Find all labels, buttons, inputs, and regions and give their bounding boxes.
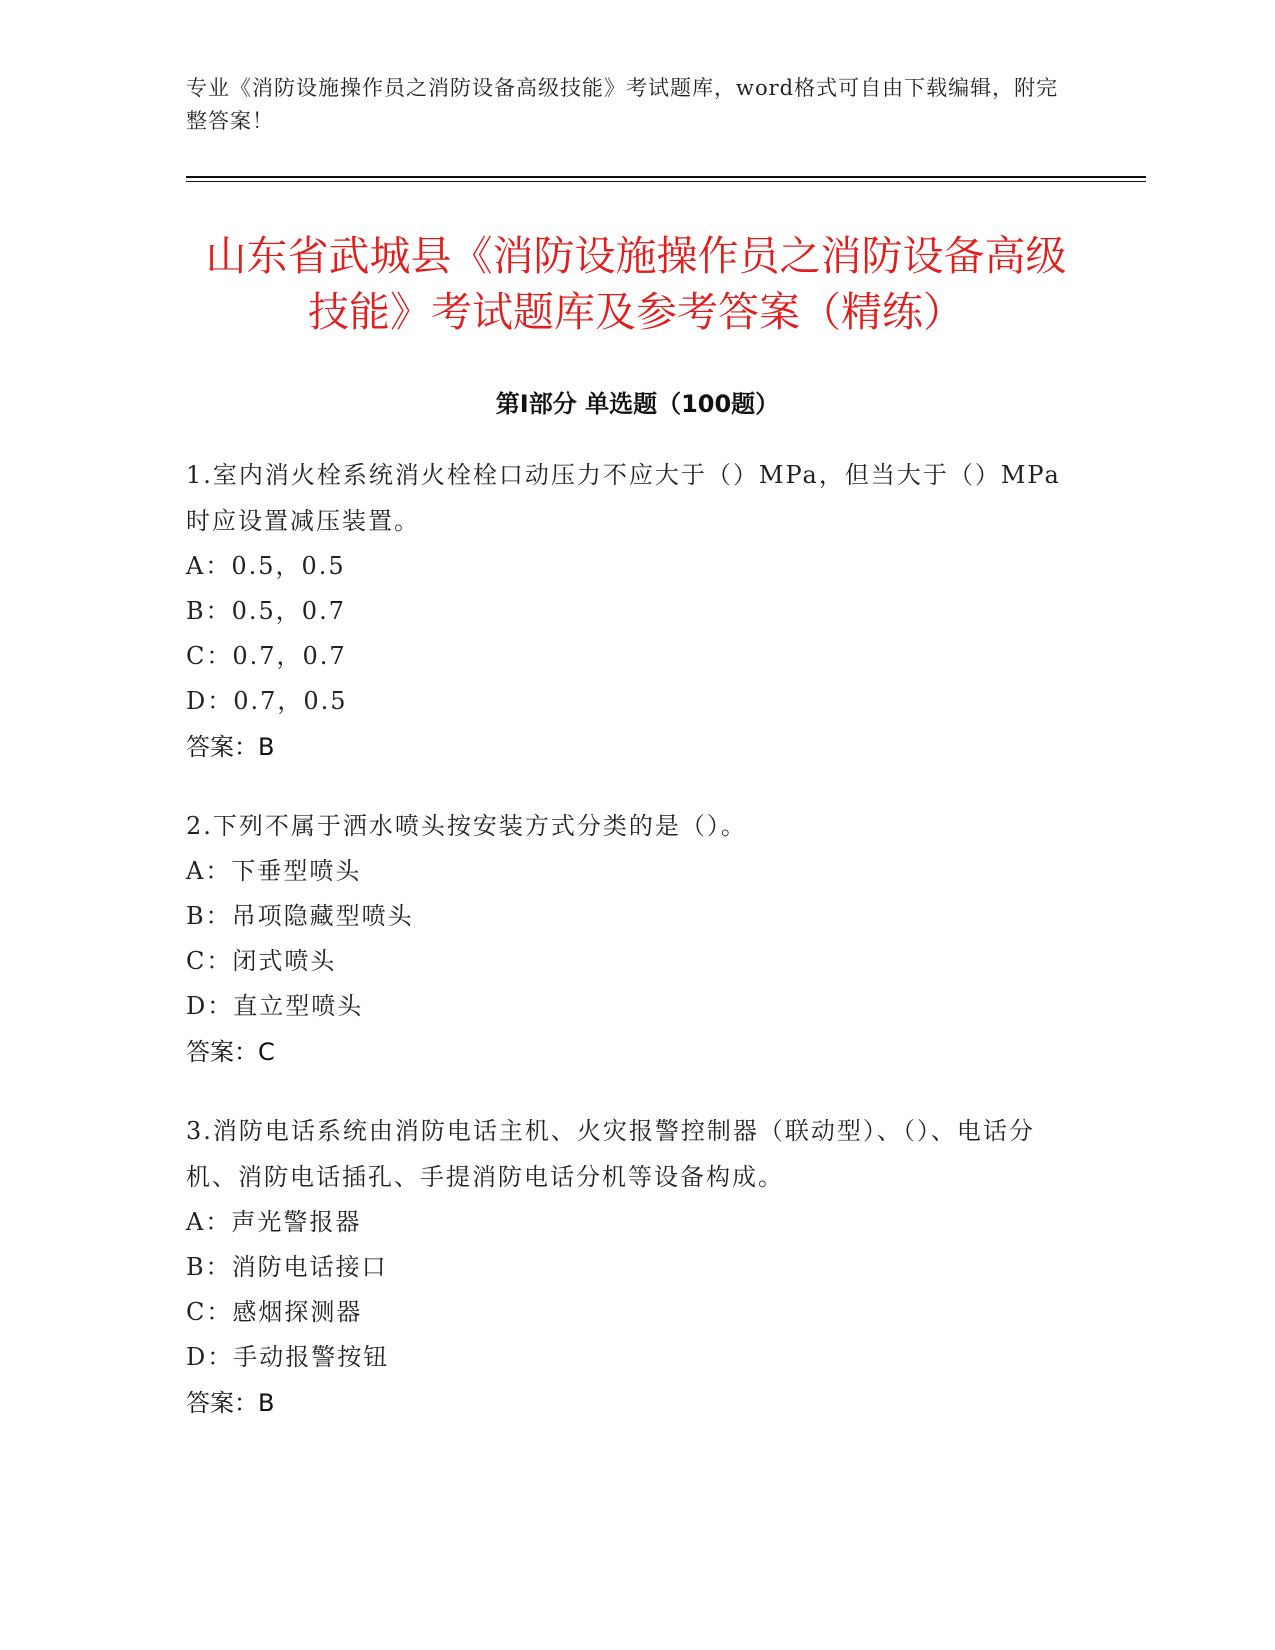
question-stem: 3.消防电话系统由消防电话主机、火灾报警控制器（联动型）、（）、电话分机、消防电话插孔、手提消防电话分机等设备构成。 xyxy=(186,1117,1035,1191)
option-a: A：声光警报器 xyxy=(186,1208,362,1236)
answer: 答案：B xyxy=(186,733,275,761)
option-d: D：直立型喷头 xyxy=(186,992,364,1020)
answer: 答案：B xyxy=(186,1389,275,1417)
option-b: B：消防电话接口 xyxy=(186,1253,388,1281)
option-c: C：闭式喷头 xyxy=(186,947,337,975)
question-1 xyxy=(186,452,1066,770)
question-2 xyxy=(186,803,1066,1075)
header-divider-thick xyxy=(186,176,1146,178)
answer: 答案：C xyxy=(186,1038,275,1066)
question-stem: 2.下列不属于洒水喷头按安装方式分类的是（）。 xyxy=(186,812,747,840)
option-a: A：0.5，0.5 xyxy=(186,552,346,580)
option-d: D：手动报警按钮 xyxy=(186,1343,390,1371)
question-3 xyxy=(186,1108,1066,1426)
header-note: 专业《消防设施操作员之消防设备高级技能》考试题库，word格式可自由下载编辑，附完整答案！ xyxy=(186,76,1059,133)
header-divider-thin xyxy=(186,181,1146,182)
option-d: D：0.7，0.5 xyxy=(186,687,348,715)
option-c: C：0.7，0.7 xyxy=(186,642,347,670)
option-c: C：感烟探测器 xyxy=(186,1298,363,1326)
option-a: A：下垂型喷头 xyxy=(186,857,362,885)
document-title: 山东省武城县《消防设施操作员之消防设备高级技能》考试题库及参考答案（精练） xyxy=(205,232,1067,336)
option-b: B：吊项隐藏型喷头 xyxy=(186,902,414,930)
option-b: B：0.5，0.7 xyxy=(186,597,346,625)
section-heading: 第I部分 单选题（100题） xyxy=(495,390,780,418)
question-stem: 1.室内消火栓系统消火栓栓口动压力不应大于（）MPa，但当大于（）MPa时应设置减压装置。 xyxy=(186,461,1061,535)
